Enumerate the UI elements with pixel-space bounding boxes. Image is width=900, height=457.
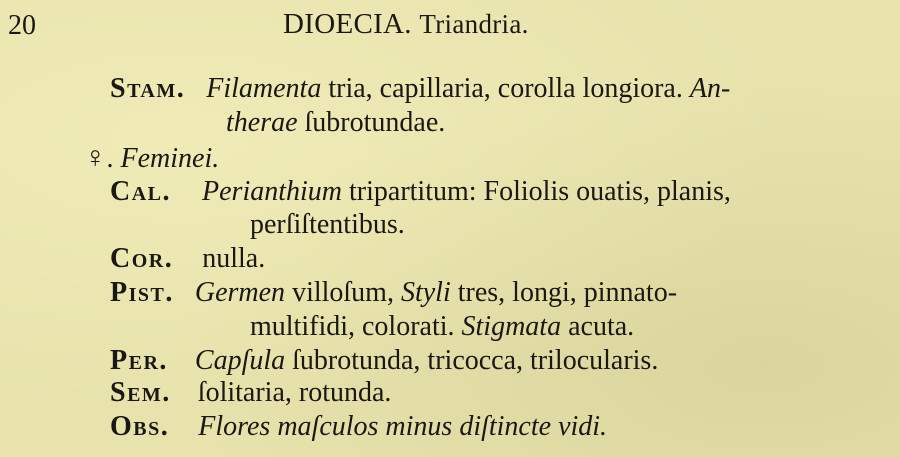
cal-line-1 [110,175,731,209]
obs-text: Flores maſculos minus diſtincte vidi. [198,411,608,442]
cor-line [110,242,265,276]
cal-italic-perianthium: Perianthium [202,176,343,207]
obs-line [110,410,607,444]
female-symbol-icon: ♀ [84,141,107,174]
stam-italic-therae: therae [226,107,298,138]
per-line [110,344,658,378]
obs-label: Obs. [110,411,170,442]
cal-label: Cal. [110,176,172,207]
stam-italic-an: An- [689,73,731,104]
stam-line-2 [226,106,445,140]
cor-label: Cor. [110,243,174,274]
pist-text-1: villoſum, [285,277,401,308]
pist-text-2: tres, longi, pinnato- [450,277,678,308]
header-title: DIOECIA. [283,8,412,40]
feminei-heading [84,141,219,176]
pist-label: Pist. [110,277,174,308]
per-italic-capsula: Capſula [194,345,286,376]
cal-line-2 [250,208,405,242]
pist-text-4: acuta. [561,311,635,342]
stam-text-2: ſubrotundae. [297,107,446,138]
pist-line-2 [250,310,634,344]
header-subtitle: Triandria. [419,9,529,39]
sem-text: ſolitaria, rotunda. [197,377,392,408]
stam-italic-filamenta: Filamenta [206,73,322,104]
pist-italic-styli: Styli [400,277,451,308]
cal-text-1: tripartitum: Foliolis ouatis, planis, [342,176,731,207]
pist-line-1 [110,276,677,310]
sem-line [110,376,391,410]
running-header [283,8,529,41]
feminei-label: Feminei. [120,143,220,174]
per-text: ſubrotunda, tricocca, trilocularis. [285,345,659,376]
per-label: Per. [110,345,168,376]
page-number: 20 [8,10,36,41]
pist-italic-stigmata: Stigmata [461,311,562,342]
pist-text-3: multifidi, colorati. [250,311,462,342]
pist-italic-germen: Germen [194,277,286,308]
cor-text: nulla. [202,243,266,274]
sem-label: Sem. [110,377,171,408]
stam-line-1 [110,72,730,106]
feminei-dot: . [106,143,114,174]
stam-label: Stam. [110,73,186,104]
stam-text-1: tria, capillaria, corolla longiora. [321,73,683,104]
cal-text-2: perſiſtentibus. [250,209,405,240]
